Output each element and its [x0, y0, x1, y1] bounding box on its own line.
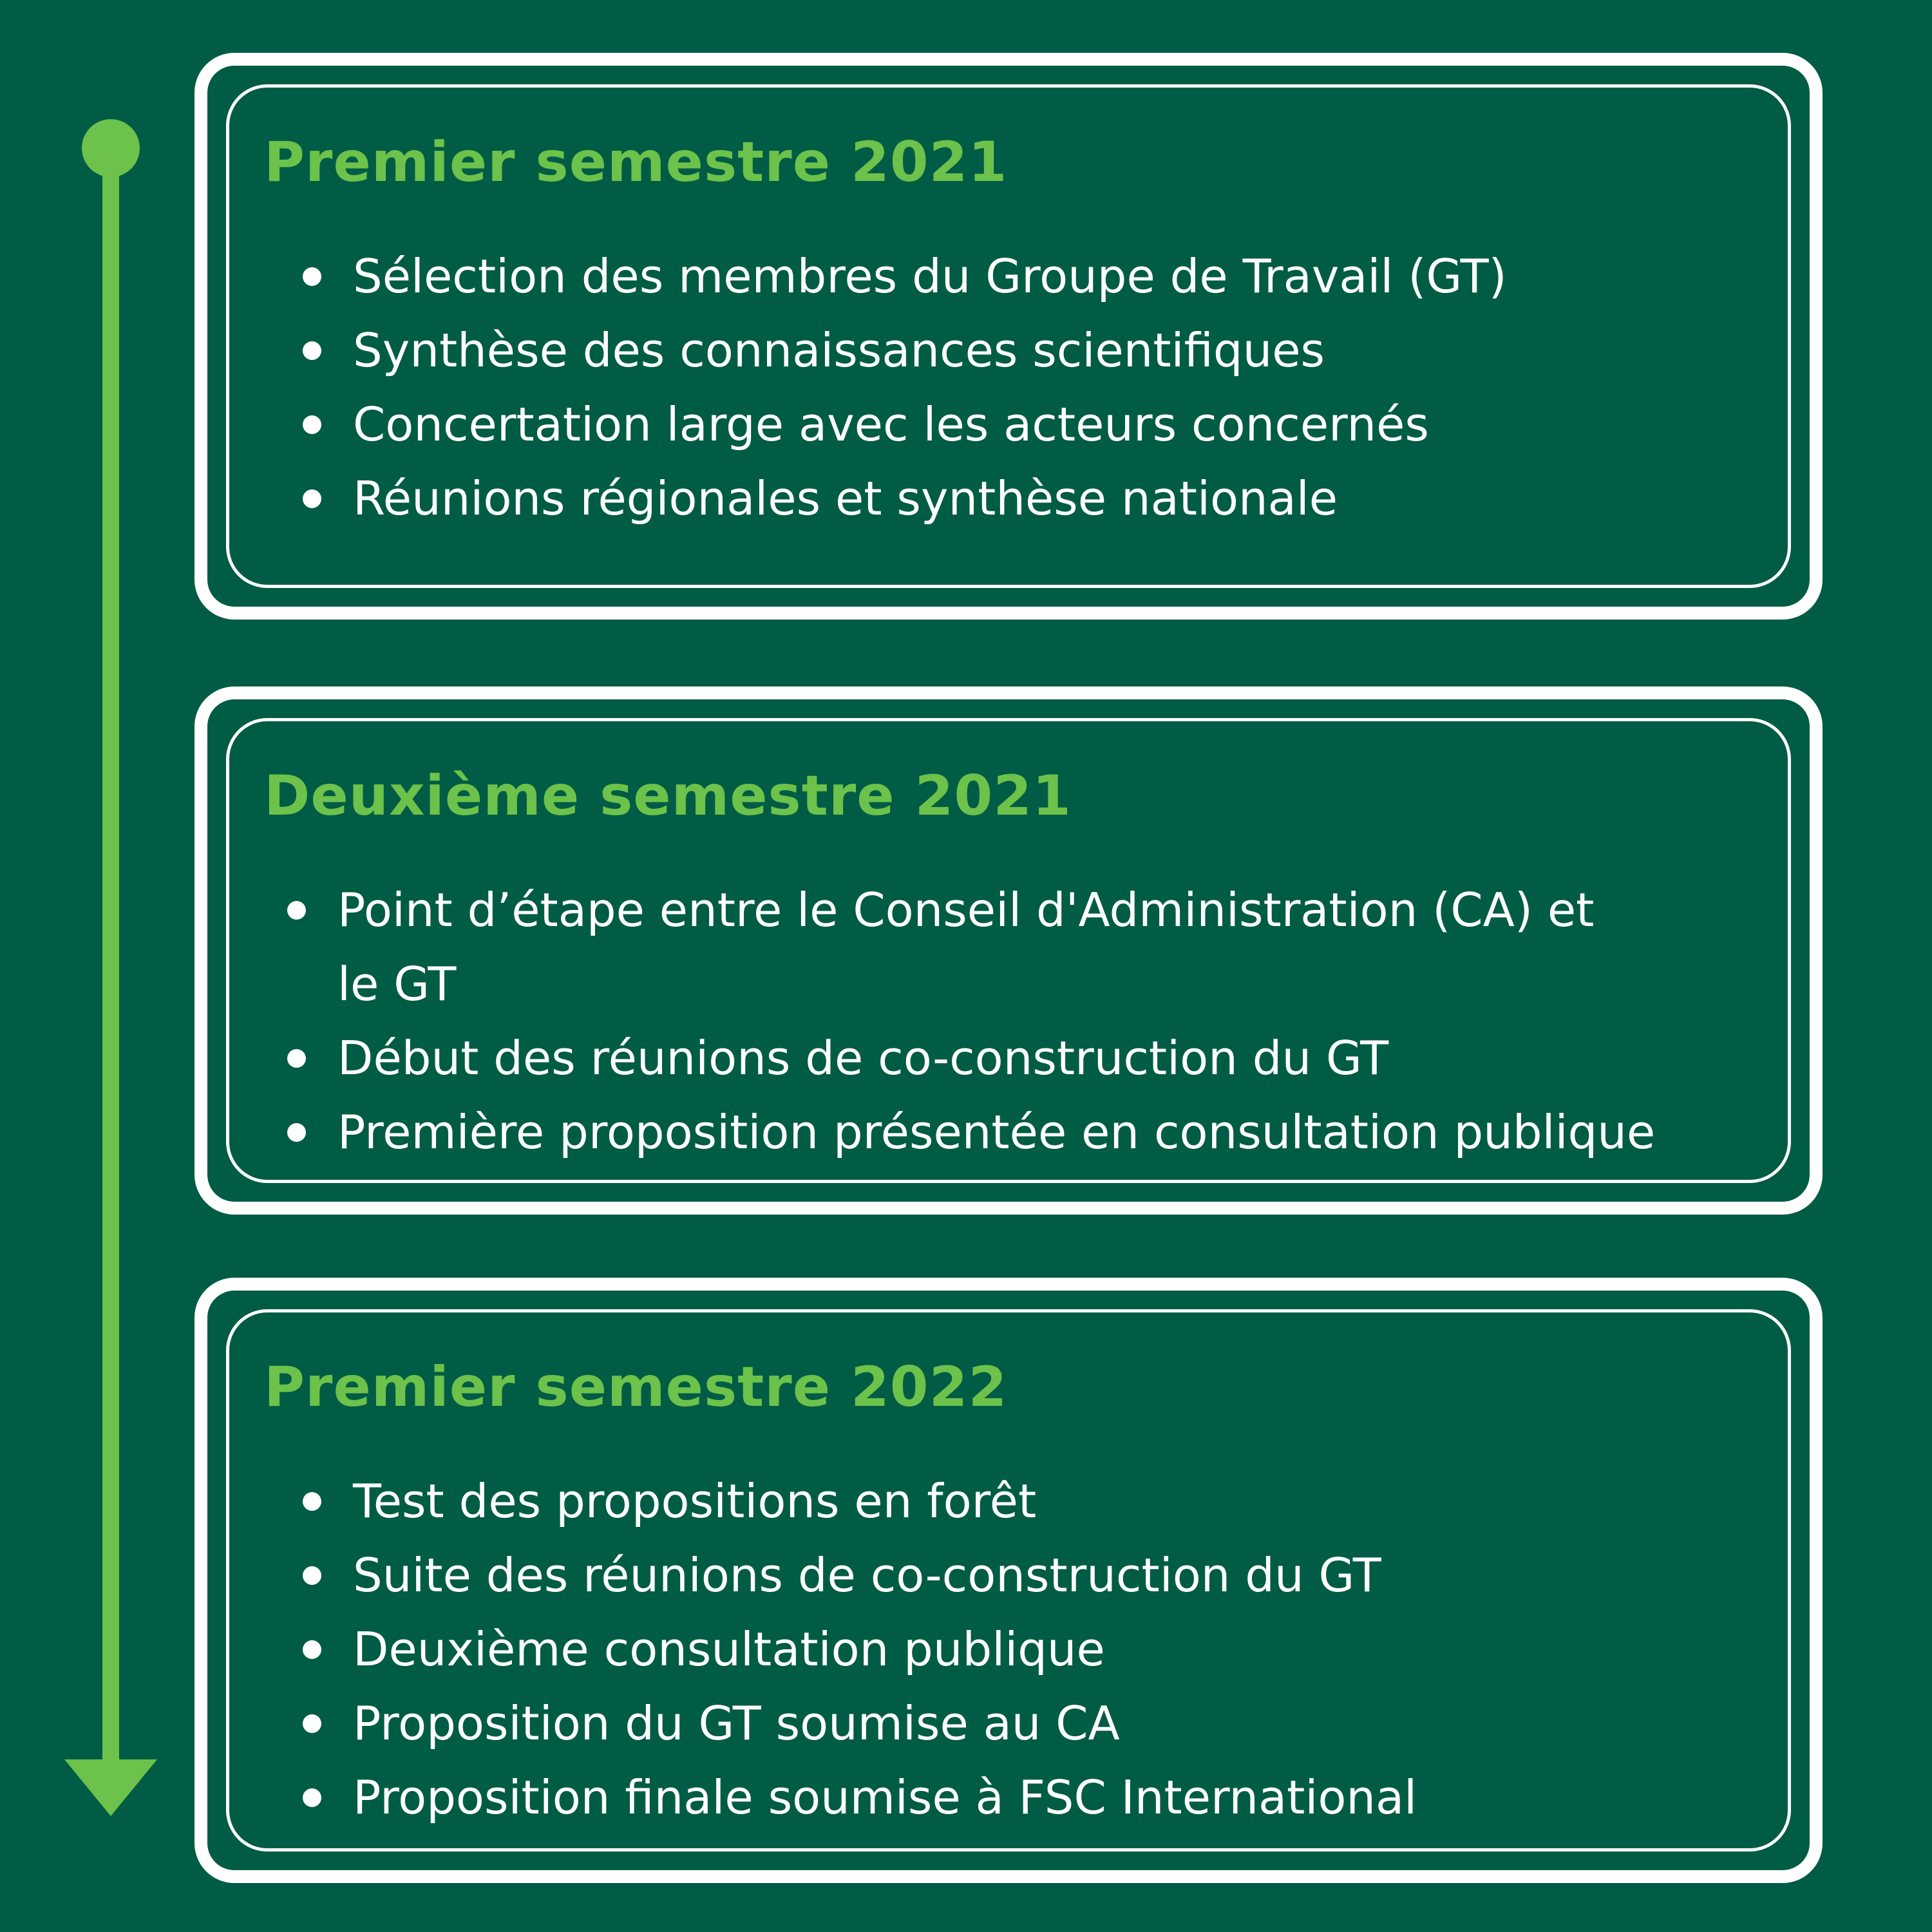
phase-3-item [303, 1761, 1417, 1835]
phase-1-item-text: Synthèse des connaissances scientifiques [353, 323, 1325, 377]
phase-3-item [303, 1613, 1417, 1687]
phase-card-1 [194, 53, 1823, 620]
phase-3-item [303, 1539, 1417, 1613]
phase-card-2 [194, 687, 1823, 1215]
phase-1-item-text: Sélection des membres du Groupe de Travail (GT) [353, 249, 1507, 303]
phase-3-item [303, 1464, 1417, 1539]
bullet-icon [303, 1640, 321, 1659]
timeline-arrowhead-icon [64, 1759, 157, 1816]
bullet-icon [303, 341, 321, 360]
phase-3-item [303, 1687, 1417, 1761]
phase-3-item-text: Suite des réunions de co-construction du GT [353, 1548, 1381, 1602]
bullet-icon [303, 267, 321, 286]
phase-3-item-text: Deuxième consultation publique [353, 1622, 1105, 1676]
phase-2-item-list [287, 873, 1807, 1170]
phase-2-item [287, 1095, 1807, 1170]
bullet-icon [303, 1788, 321, 1807]
bullet-icon [287, 1049, 306, 1068]
bullet-icon [287, 901, 306, 920]
phase-card-3 [194, 1278, 1823, 1883]
phase-1-item [303, 462, 1507, 536]
phase-1-title: Premier semestre 2021 [264, 130, 1008, 194]
bullet-icon [303, 1714, 321, 1733]
phase-3-item-text: Test des propositions en forêt [353, 1474, 1037, 1528]
phase-1-item [303, 388, 1507, 462]
phase-1-item [303, 314, 1507, 388]
phase-3-item-text: Proposition du GT soumise au CA [353, 1696, 1120, 1750]
phase-1-item-text: Réunions régionales et synthèse nationale [353, 471, 1338, 526]
bullet-icon [303, 1492, 321, 1511]
phase-1-item-list [303, 240, 1507, 536]
phase-2-item-text: Première proposition présentée en consultation publique [337, 1105, 1656, 1159]
phase-3-item-list [303, 1464, 1417, 1835]
bullet-icon [303, 489, 321, 508]
phase-1-item [303, 240, 1507, 314]
bullet-icon [303, 415, 321, 434]
phase-2-item-text: Début des réunions de co-construction du GT [337, 1031, 1389, 1085]
timeline-start-dot [82, 119, 140, 177]
phase-3-title: Premier semestre 2022 [264, 1355, 1008, 1419]
phase-2-item [287, 1021, 1807, 1095]
phase-2-item [287, 873, 1619, 1021]
bullet-icon [303, 1566, 321, 1585]
phase-1-item-text: Concertation large avec les acteurs concernés [353, 397, 1429, 451]
phase-3-item-text: Proposition finale soumise à FSC International [353, 1770, 1417, 1824]
phase-2-item-text: Point d’étape entre le Conseil d'Administration (CA) et le GT [337, 883, 1595, 1011]
bullet-icon [287, 1123, 306, 1142]
phase-2-title: Deuxième semestre 2021 [264, 764, 1072, 828]
